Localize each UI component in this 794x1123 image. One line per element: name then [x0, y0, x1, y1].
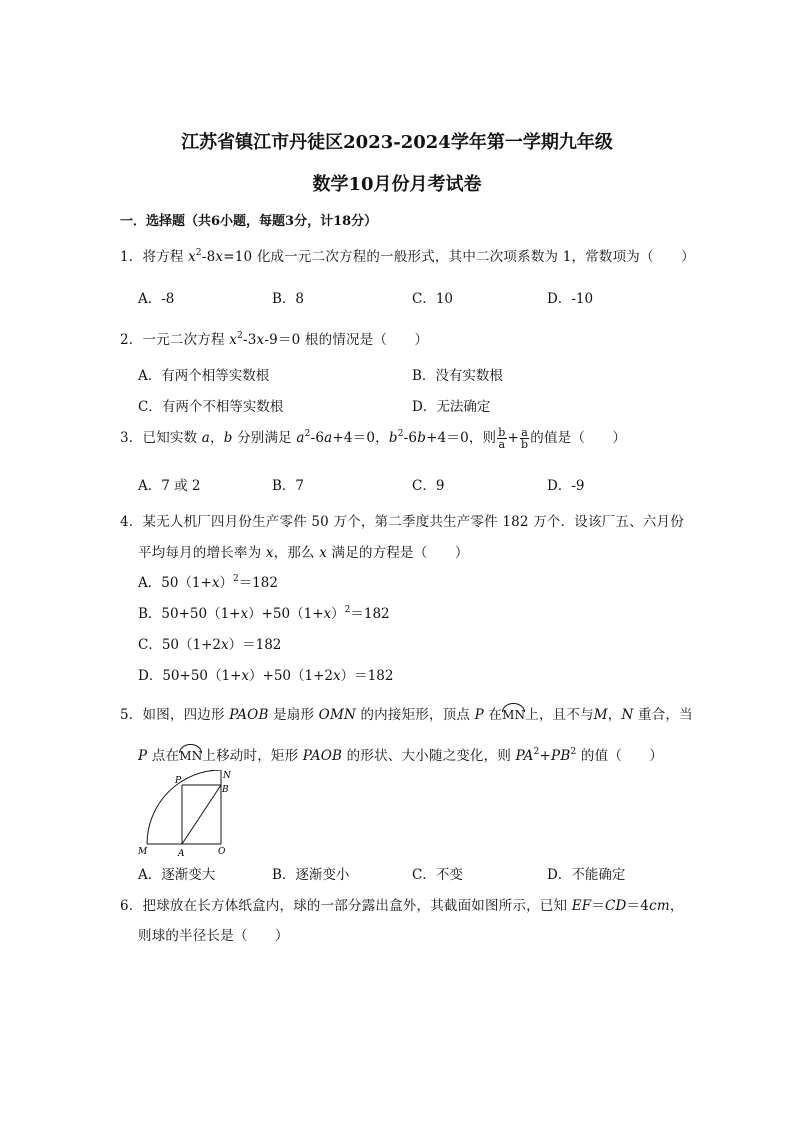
- q5-text: 5．如图，四边形: [120, 707, 230, 723]
- q4-option-d[interactable]: [138, 664, 393, 684]
- title-line-1: 江苏省镇江市丹徒区2023-2024学年第一学期九年级: [181, 132, 613, 153]
- q3-option-b[interactable]: B．7: [272, 478, 305, 494]
- label-o: O: [218, 847, 226, 857]
- point-m: M: [593, 707, 608, 723]
- q1-option-a[interactable]: A．-8: [138, 291, 175, 307]
- arc-mn: MN: [502, 708, 526, 722]
- q4-option-text: ）: [219, 575, 233, 591]
- segment-ab: [182, 785, 221, 844]
- q4-text: 满足的方程是（ ）: [327, 545, 469, 561]
- question-3: [120, 426, 626, 450]
- separator: ，: [607, 707, 622, 723]
- q3-option-c[interactable]: C．9: [412, 478, 445, 494]
- section-heading: 一．选择题（共6小题，每题3分，计18分）: [120, 214, 378, 229]
- q4-option-c[interactable]: [138, 633, 281, 653]
- q5-text: 的值（ ）: [576, 748, 664, 764]
- segment-pa: PA: [515, 748, 534, 764]
- label-p: P: [175, 776, 182, 786]
- q5-option-c[interactable]: C．不变: [412, 867, 463, 883]
- q5-text: 上，且不与: [525, 707, 594, 723]
- segment-pb: PB: [551, 748, 571, 764]
- var-x: x: [265, 545, 274, 561]
- var-x: x: [319, 545, 328, 561]
- label-n: N: [223, 771, 231, 781]
- exponent: 2: [232, 574, 239, 584]
- q4-option-b[interactable]: [138, 602, 390, 622]
- q5-option-a[interactable]: A．逐渐变大: [138, 867, 216, 883]
- denominator: b: [521, 438, 529, 451]
- q5-text: 的内接矩形，顶点: [355, 707, 475, 723]
- question-5-line-1: [120, 703, 693, 723]
- q4-text: ，那么: [273, 545, 320, 561]
- q5-text: 点在: [147, 748, 180, 764]
- denominator: a: [498, 438, 506, 451]
- q4-option-text: ＝182: [238, 575, 278, 591]
- exponent: 2: [397, 429, 404, 439]
- arc-mn: MN: [179, 749, 203, 763]
- q2-option-d[interactable]: D．无法确定: [412, 399, 491, 415]
- fraction-a-over-b: [520, 427, 529, 450]
- q4-option-text: ）＝182: [340, 668, 394, 684]
- q3-text: +4＝0，则: [426, 430, 497, 446]
- q3-text: 分别满足: [232, 430, 297, 446]
- q3-text: 的值是（ ）: [530, 430, 627, 446]
- var-b: b: [388, 430, 398, 446]
- q5-text: 在: [483, 707, 503, 723]
- q4-option-text: C．50（1+2: [138, 637, 221, 653]
- q1-option-b[interactable]: B．8: [272, 291, 305, 307]
- var-b: b: [223, 430, 233, 446]
- q5-text: 的形状、大小随之变化，则: [342, 748, 516, 764]
- unit-cm: cm: [649, 898, 670, 914]
- q3-text: +4＝0，: [332, 430, 389, 446]
- exponent: 2: [237, 331, 243, 341]
- var-x: x: [333, 668, 341, 684]
- q4-option-text: B．50+50（1+: [138, 606, 241, 622]
- q4-option-text: ）: [331, 606, 345, 622]
- var-a: a: [324, 430, 333, 446]
- segment-ef: EF: [571, 898, 592, 914]
- q4-option-text: D．50+50（1+: [138, 668, 242, 684]
- var-a: a: [201, 430, 211, 446]
- var-x: x: [188, 249, 196, 265]
- q2-option-c[interactable]: C．有两个不相等实数根: [138, 399, 284, 415]
- question-6-line-1: [120, 894, 684, 914]
- var-x: x: [229, 332, 238, 348]
- q5-text: 上移动时，矩形: [202, 748, 303, 764]
- q5-text: 重合，当: [633, 707, 693, 723]
- q4-option-a[interactable]: [138, 571, 278, 591]
- q6-text: ＝4: [626, 898, 650, 914]
- question-6-line-2: 则球的半径长是（ ）: [138, 928, 289, 944]
- point-n: N: [621, 707, 634, 723]
- question-4-line-2: [138, 541, 469, 561]
- q6-text: 6．把球放在长方体纸盒内，球的一部分露出盒外，其截面如图所示，已知: [120, 898, 572, 914]
- fraction-b-over-a: [497, 427, 506, 450]
- question-2: [120, 328, 428, 348]
- q3-text: 3．已知实数: [120, 430, 202, 446]
- q2-text: -9＝0 根的情况是（ ）: [264, 332, 429, 348]
- equals-sign: ＝: [591, 898, 606, 914]
- var-x: x: [240, 606, 249, 622]
- q4-option-text: ）+50（1+2: [249, 668, 334, 684]
- q2-option-b[interactable]: B．没有实数根: [412, 368, 503, 384]
- var-a: a: [296, 430, 305, 446]
- q2-text: 2．一元二次方程: [120, 332, 230, 348]
- q4-option-text: ）+50（1+: [248, 606, 324, 622]
- q1-text: -8: [201, 249, 216, 265]
- var-x: x: [241, 668, 250, 684]
- plus-sign: +: [507, 430, 520, 446]
- question-5-line-2: [138, 744, 663, 764]
- q5-text: 是扇形: [268, 707, 319, 723]
- var-x: x: [323, 606, 332, 622]
- exponent: 2: [304, 429, 311, 439]
- point-p: P: [138, 748, 148, 764]
- label-a: A: [178, 849, 185, 859]
- question-4-line-1: 4．某无人机厂四月份生产零件 50 万个，第二季度共生产零件 182 万个．设该厂五、六月份: [120, 514, 684, 530]
- arc-mn-curve: [147, 770, 221, 844]
- q5-option-d[interactable]: D．不能确定: [547, 867, 626, 883]
- label-b: B: [222, 785, 229, 795]
- question-1: [120, 245, 695, 265]
- title-line-2: 数学10月份月考试卷: [312, 174, 482, 195]
- var-x: x: [256, 332, 265, 348]
- q1-option-c[interactable]: C．10: [412, 291, 454, 307]
- q4-option-text: A．50（1+: [138, 575, 212, 591]
- q4-option-text: ）＝182: [228, 637, 282, 653]
- exponent: 2: [195, 248, 202, 258]
- sector-rectangle-figure: [135, 770, 235, 860]
- q3-text: -6: [310, 430, 325, 446]
- q2-text: -3: [242, 332, 257, 348]
- var-b: b: [417, 430, 427, 446]
- numerator: a: [521, 426, 529, 439]
- q2-option-a[interactable]: A．有两个相等实数根: [138, 368, 270, 384]
- plus-sign: +: [539, 748, 552, 764]
- q1-text: 1．将方程: [120, 249, 189, 265]
- q3-text: -6: [403, 430, 418, 446]
- label-m: M: [138, 847, 148, 857]
- var-x: x: [211, 575, 220, 591]
- q6-text: ，: [669, 898, 684, 914]
- shape-omn: OMN: [318, 707, 356, 723]
- shape-paob: PAOB: [229, 707, 269, 723]
- point-p: P: [474, 707, 484, 723]
- q4-text: 平均每月的增长率为: [138, 545, 266, 561]
- var-x: x: [221, 637, 229, 653]
- q1-text: =10 化成一元二次方程的一般形式，其中二次项系数为 1，常数项为（ ）: [223, 249, 695, 265]
- q3-option-d[interactable]: D．-9: [547, 478, 585, 494]
- exponent: 2: [570, 747, 577, 757]
- q4-option-text: ＝182: [350, 606, 390, 622]
- q3-option-a[interactable]: A．7 或 2: [138, 478, 201, 494]
- exponent: 2: [533, 747, 540, 757]
- segment-cd: CD: [605, 898, 627, 914]
- exponent: 2: [344, 605, 351, 615]
- q5-option-b[interactable]: B．逐渐变小: [272, 867, 350, 883]
- separator: ，: [210, 430, 224, 446]
- shape-paob: PAOB: [302, 748, 343, 764]
- q1-option-d[interactable]: D．-10: [547, 291, 594, 307]
- numerator: b: [498, 426, 506, 439]
- var-x: x: [215, 249, 224, 265]
